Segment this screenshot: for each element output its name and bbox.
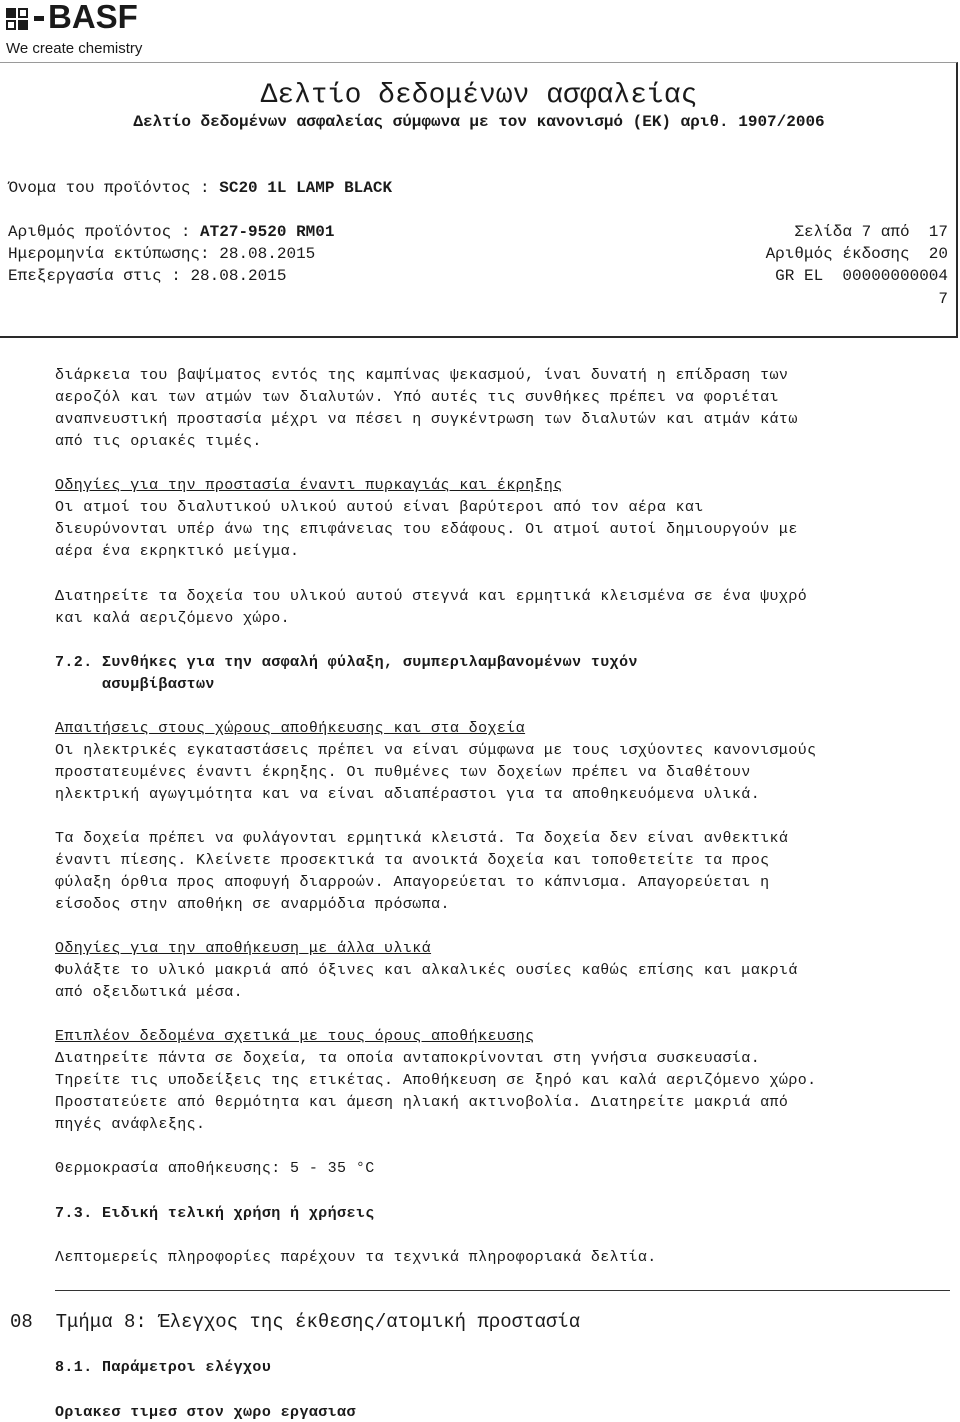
section-7-2-heading-cont: ασυμβίβαστων <box>55 676 215 693</box>
paragraph-line: Προστατεύετε από θερμότητα και άμεση ηλιακή ακτινοβολία. Διατηρείτε μακριά από <box>55 1094 789 1111</box>
product-name-value: SC20 1L LAMP BLACK <box>219 179 393 197</box>
section-divider <box>55 1290 950 1291</box>
section-7-3-heading: 7.3. Ειδική τελική χρήση ή χρήσεις <box>55 1205 375 1222</box>
paragraph-line: αναπνευστική προστασία μέχρι να πέσει η συγκέντρωση των διαλυτών και ατμάν κάτω <box>55 411 798 428</box>
doc-code-continuation: 7 <box>938 290 948 308</box>
product-number-value: AT27-9520 RM01 <box>200 223 335 241</box>
additional-storage-heading: Επιπλέον δεδομένα σχετικά με τους όρους αποθήκευσης <box>55 1028 535 1045</box>
document-title: Δελτίο δεδομένων ασφαλείας <box>260 80 698 111</box>
paragraph-line: Τηρείτε τις υποδείξεις της ετικέτας. Αποθήκευση σε ξηρό και καλά αεριζόμενο χώρο. <box>55 1072 817 1089</box>
paragraph-line: Τα δοχεία πρέπει να φυλάγονται ερμητικά κλειστά. Τα δοχεία δεν είναι ανθεκτικά <box>55 830 789 847</box>
logo-slogan: We create chemistry <box>6 40 143 57</box>
paragraph-line: Φυλάξτε το υλικό μακριά από όξινες και αλκαλικές ουσίες καθώς επίσης και μακριά <box>55 962 798 979</box>
paragraph-line: προστατευμένες έναντι έκρηξης. Οι πυθμένες των δοχείων πρέπει να διαθέτουν <box>55 764 751 781</box>
print-date-value: 28.08.2015 <box>219 245 316 263</box>
storage-temperature: Θερμοκρασία αποθήκευσης: 5 - 35 °C <box>55 1160 375 1177</box>
product-number-label: Αριθμός προϊόντος : <box>8 223 191 241</box>
edition-info: Αριθμός έκδοσης 20 <box>765 245 948 263</box>
paragraph-line: διευρύνονται υπέρ άνω της επιφάνειας του εδάφους. Οι ατμοί αυτοί δημιουργούν με <box>55 521 798 538</box>
paragraph-line: και καλά αεριζόμενο χώρο. <box>55 610 291 627</box>
revised-row <box>8 267 286 285</box>
paragraph-line: Οι ατμοί του διαλυτικού υλικού αυτού είναι βαρύτεροι από τον αέρα και <box>55 499 704 516</box>
basf-logo <box>6 2 206 60</box>
section-8-1-heading: 8.1. Παράμετροι ελέγχου <box>55 1359 272 1376</box>
workplace-limits-heading: Οριακεσ τιμεσ στον χωρο εργασιασ <box>55 1404 356 1421</box>
doc-code: GR EL 00000000004 <box>775 267 948 285</box>
logo-brand: BASF <box>48 0 138 35</box>
paragraph-line: διάρκεια του βαψίματος εντός της καμπίνας ψεκασμού, ίναι δυνατή η επίδραση των <box>55 367 789 384</box>
other-materials-heading: Οδηγίες για την αποθήκευση με άλλα υλικά <box>55 940 432 957</box>
paragraph-line: ηλεκτρική αγωγιμότητα και να είναι αδιαπέραστοι για τα αποθηκευόμενα υλικά. <box>55 786 761 803</box>
print-date-label: Ημερομηνία εκτύπωσης: <box>8 245 210 263</box>
page-info: Σελίδα 7 από 17 <box>794 223 948 241</box>
paragraph-line: είσοδος στην αποθήκη σε αναρμόδια πρόσωπα. <box>55 896 450 913</box>
paragraph-line: Οι ηλεκτρικές εγκαταστάσεις πρέπει να είναι σύμφωνα με τους ισχύοντες κανονισμούς <box>55 742 817 759</box>
paragraph-line: αεροζόλ και των ατμών των διαλυτών. Υπό αυτές τις συνθήκες πρέπει να φοριέται <box>55 389 779 406</box>
revised-value: 28.08.2015 <box>190 267 287 285</box>
paragraph-line: Λεπτομερείς πληροφορίες παρέχουν τα τεχνικά πληροφοριακά δελτία. <box>55 1249 657 1266</box>
storage-requirements-heading: Απαιτήσεις στους χώρους αποθήκευσης και στα δοχεία <box>55 720 526 737</box>
document-subtitle: Δελτίο δεδομένων ασφαλείας σύμφωνα με τον κανονισμό (ΕΚ) αριθ. 1907/2006 <box>133 113 825 131</box>
section-7-2-heading: 7.2. Συνθήκες για την ασφαλή φύλαξη, συμπεριλαμβανομένων τυχόν <box>55 654 638 671</box>
paragraph-line: αέρα ένα εκρηκτικό μείγμα. <box>55 543 300 560</box>
product-name-row <box>8 179 392 197</box>
print-date-row <box>8 245 315 263</box>
section-8-heading: 08 Τμήμα 8: Έλεγχος της έκθεσης/ατομική προστασία <box>10 1311 581 1333</box>
paragraph-line: έναντι πίεσης. Κλείνετε προσεκτικά τα ανοικτά δοχεία και τοποθετείτε τα προς <box>55 852 770 869</box>
fire-protection-heading: Οδηγίες για την προστασία έναντι πυρκαγιάς και έκρηξης <box>55 477 563 494</box>
product-name-label: Όνομα του προϊόντος : <box>8 179 210 197</box>
revised-label: Επεξεργασία στις : <box>8 267 181 285</box>
product-number-row <box>8 223 334 241</box>
paragraph-line: Διατηρείτε πάντα σε δοχεία, τα οποία ανταποκρίνονται στη γνήσια συσκευασία. <box>55 1050 761 1067</box>
paragraph-line: από τις οριακές τιμές. <box>55 433 262 450</box>
paragraph-line: από οξειδωτικά μέσα. <box>55 984 244 1001</box>
paragraph-line: Διατηρείτε τα δοχεία του υλικού αυτού στεγνά και ερμητικά κλεισμένα σε ένα ψυχρό <box>55 588 808 605</box>
paragraph-line: φύλαξη όρθια προς αποφυγή διαρροών. Απαγορεύεται το κάπνισμα. Απαγορεύεται η <box>55 874 770 891</box>
paragraph-line: πηγές ανάφλεξης. <box>55 1116 206 1133</box>
basf-squares-icon <box>6 8 34 30</box>
logo-dash <box>34 16 44 21</box>
